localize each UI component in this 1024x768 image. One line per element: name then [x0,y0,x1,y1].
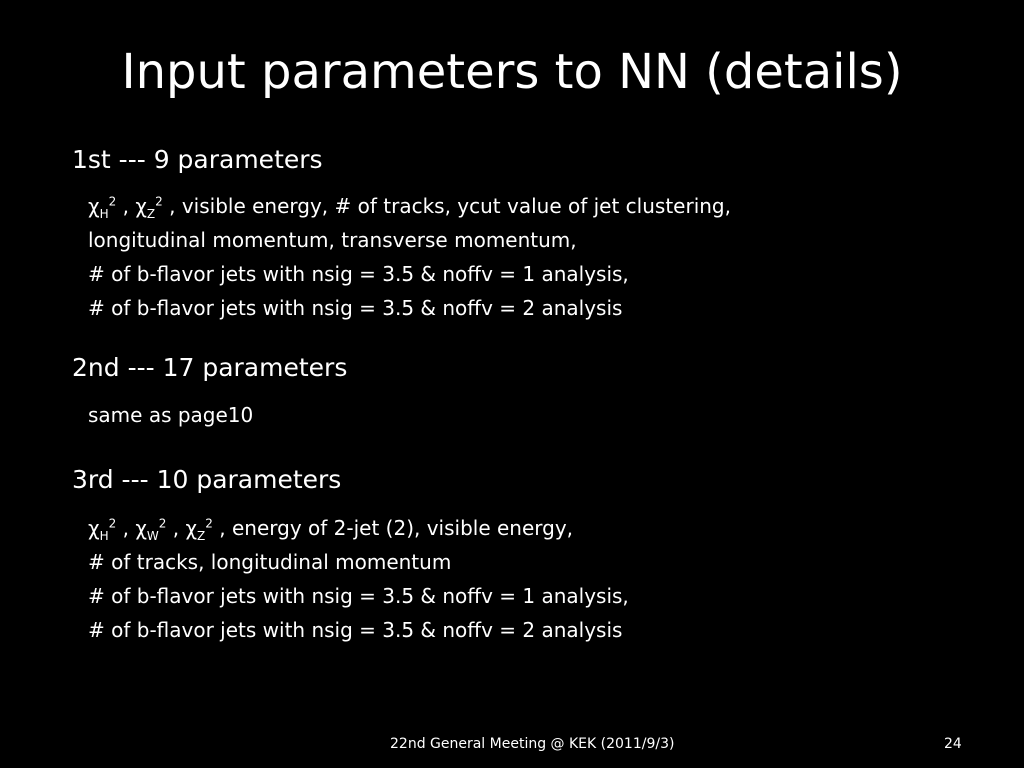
chi-h-superscript: 2 [108,516,117,531]
section-3-heading: 3rd --- 10 parameters [72,465,342,494]
chi-w-symbol: χ [135,516,147,540]
chi-h-superscript: 2 [108,194,117,209]
chi-z-subscript: Z [146,207,156,221]
separator: , [116,194,136,218]
separator: , [116,516,136,540]
chi-z-symbol: χ [185,516,198,540]
chi-z-superscript: 2 [155,194,163,209]
section-2-heading: 2nd --- 17 parameters [72,353,348,382]
chi-h-subscript: H [99,529,109,543]
footer-meeting-label: 22nd General Meeting @ KEK (2011/9/3) [390,736,675,752]
separator: , [166,516,186,540]
line-1-text: , visible energy, # of tracks, ycut value of jet clustering, [162,194,731,218]
line-1-text: , energy of 2-jet (2), visible energy, [212,516,574,540]
chi-h-symbol: χ [88,516,100,540]
section-1-line-3: # of b-flavor jets with nsig = 3.5 & noffv = 1 analysis, [88,262,629,286]
chi-h-symbol: χ [88,194,100,218]
chi-z-superscript: 2 [205,516,213,531]
section-1-line-1 [88,192,731,220]
chi-w-superscript: 2 [158,516,167,531]
section-3-line-1 [88,514,573,542]
section-3-line-3: # of b-flavor jets with nsig = 3.5 & noffv = 1 analysis, [88,584,629,608]
section-3-line-4: # of b-flavor jets with nsig = 3.5 & noffv = 2 analysis [88,618,623,642]
page-number: 24 [944,736,962,752]
section-1-line-2: longitudinal momentum, transverse momentum, [88,228,577,252]
slide-title: Input parameters to NN (details) [121,44,903,100]
section-2-line-1: same as page10 [88,403,254,427]
chi-z-symbol: χ [135,194,147,218]
section-1-heading: 1st --- 9 parameters [72,145,323,174]
section-3-line-2: # of tracks, longitudinal momentum [88,550,452,574]
section-1-line-4: # of b-flavor jets with nsig = 3.5 & noffv = 2 analysis [88,296,623,320]
chi-w-subscript: W [146,529,159,543]
chi-z-subscript: Z [197,529,206,543]
chi-h-subscript: H [99,207,109,221]
